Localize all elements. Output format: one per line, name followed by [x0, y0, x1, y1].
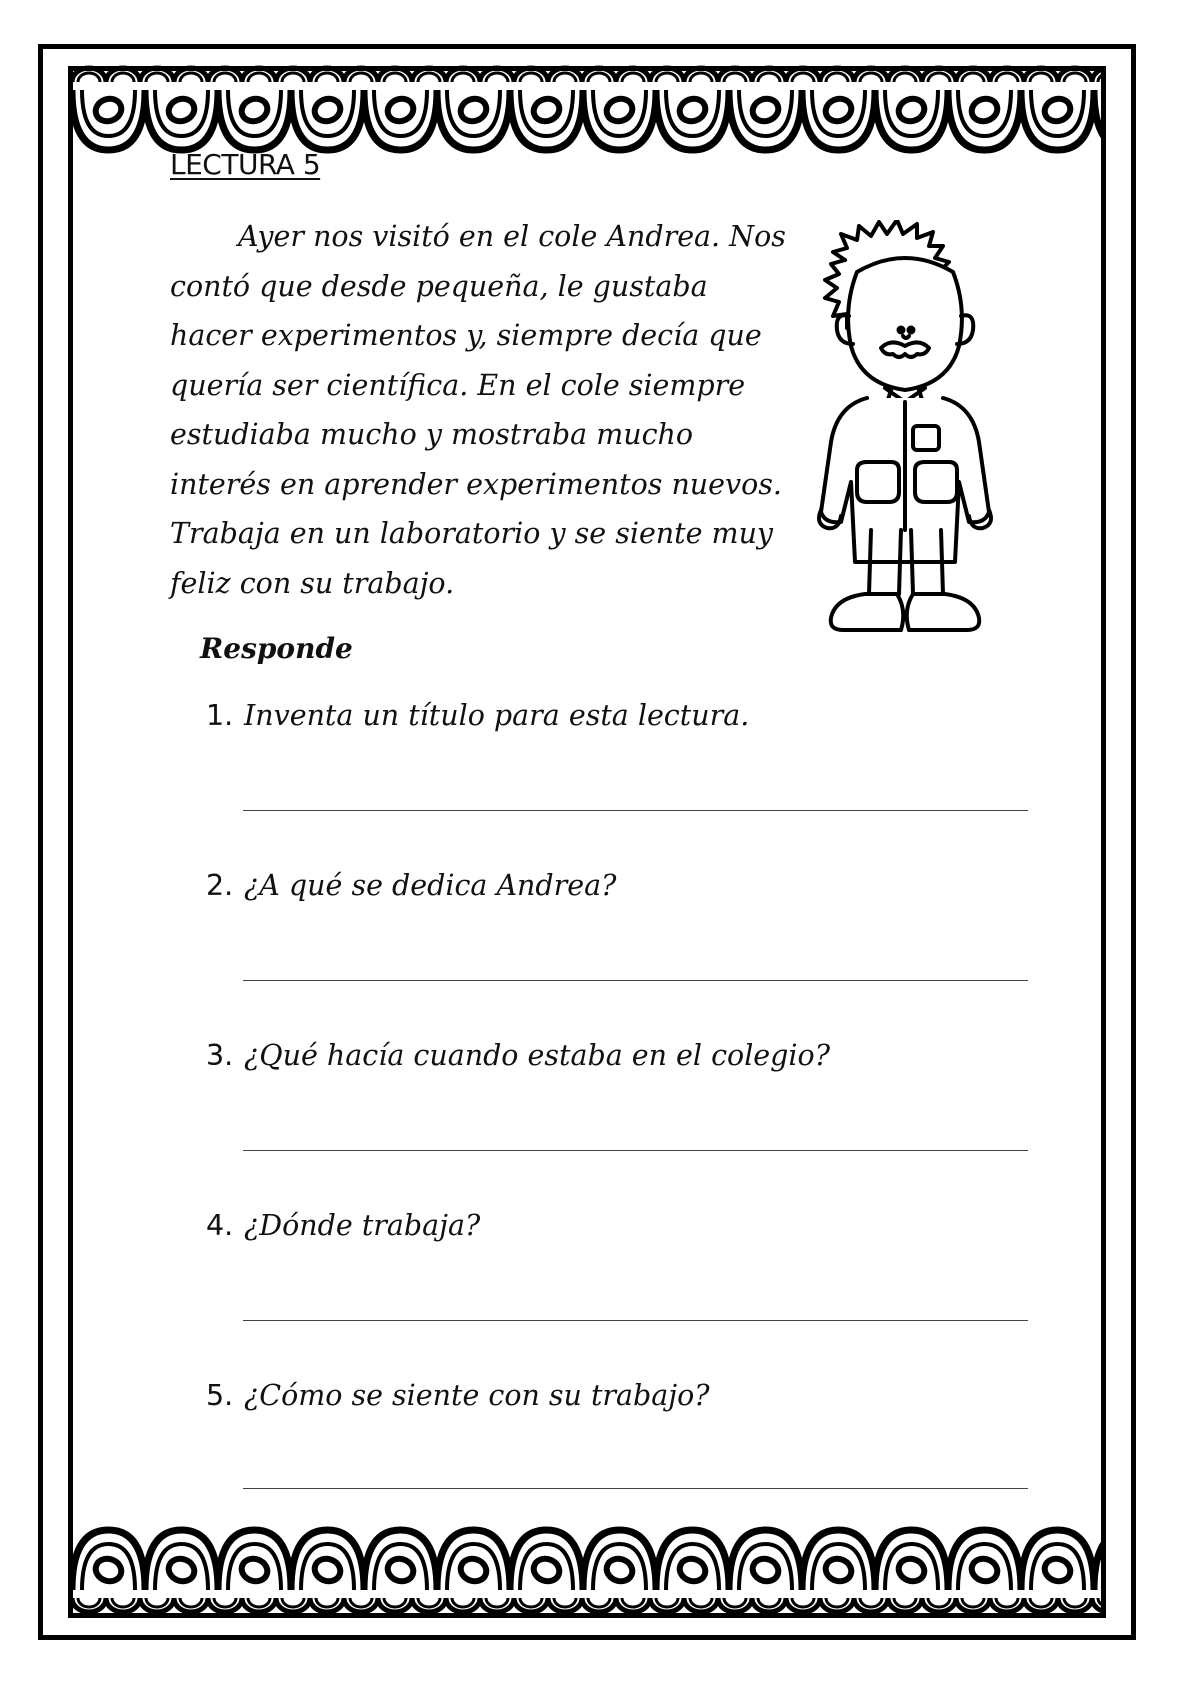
answer-line-4[interactable]	[243, 1320, 1028, 1321]
answer-line-2[interactable]	[243, 980, 1028, 981]
question-number: 1.	[206, 699, 234, 732]
question-3	[206, 1038, 830, 1074]
answer-line-5[interactable]	[243, 1488, 1028, 1489]
scientist-child-icon	[805, 220, 1015, 660]
question-number: 2.	[206, 869, 234, 902]
decorative-border-bottom	[72, 1508, 1102, 1618]
answer-line-3[interactable]	[243, 1150, 1028, 1151]
question-5	[206, 1378, 710, 1414]
question-text: ¿Qué hacía cuando estaba en el colegio?	[244, 1039, 830, 1072]
question-text: ¿Cómo se siente con su trabajo?	[244, 1379, 710, 1412]
question-text: ¿Dónde trabaja?	[244, 1209, 481, 1242]
question-text: Inventa un título para esta lectura.	[244, 699, 750, 732]
question-2	[206, 868, 616, 904]
worksheet-title: LECTURA 5	[170, 148, 321, 181]
question-4	[206, 1208, 480, 1244]
section-heading: Responde	[200, 632, 353, 665]
question-number: 5.	[206, 1379, 234, 1412]
question-number: 3.	[206, 1039, 234, 1072]
question-number: 4.	[206, 1209, 234, 1242]
question-1	[206, 698, 749, 734]
answer-line-1[interactable]	[243, 810, 1028, 811]
question-text: ¿A qué se dedica Andrea?	[244, 869, 617, 902]
reading-passage: Ayer nos visitó en el cole Andrea. Nos contó que desde pequeña, le gustaba hacer experimentos y, siempre decía que quería ser científica. En el cole siempre estudiaba mucho y mostraba mucho interés en aprender experimentos nuevos. Trabaja en un laboratorio y se siente muy feliz con su trabajo.	[170, 220, 786, 600]
